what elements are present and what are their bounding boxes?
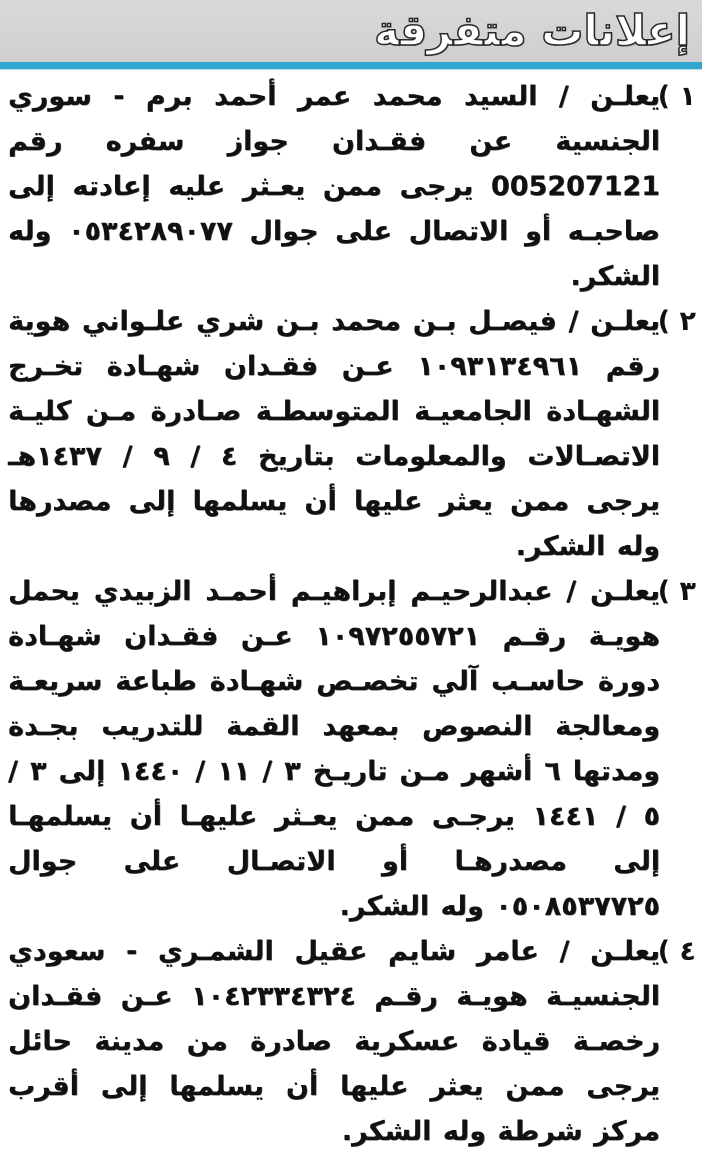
section-title: إعلانات متفرقة: [374, 6, 690, 55]
ad-item-3: [8, 569, 696, 929]
header-divider: [0, 62, 702, 70]
ad-number: ٤ ): [657, 936, 696, 967]
ad-number: ٢ ): [657, 306, 696, 337]
ad-item-1: [8, 74, 696, 299]
ad-text: يعلـن / عامر شايم عقيل الشمـري - سعودي الجنسيـة هويـة رقـم ١٠٤٢٣٣٤٣٢٤ عـن فقـدان رخصـة قيادة عسكرية صادرة من مدينة حائل يرجى ممن يعثر عليها أن يسلمها إلى أقرب مركز شرطة وله الشكر.: [8, 936, 660, 1147]
classified-ads-list: [8, 74, 696, 1154]
ad-number: ٣ ): [657, 576, 696, 607]
ad-text: يعلـن / السيد محمد عمر أحمد برم - سوري الجنسية عن فقـدان جواز سفره رقم 005207121 يرجى ممن يعـثر عليه إعادته إلى صاحبـه أو الاتصال على جوال ٠٥٣٤٢٨٩٠٧٧ وله الشكر.: [8, 81, 660, 292]
ad-item-4: [8, 929, 696, 1154]
ad-number: ١ ): [657, 81, 696, 112]
ad-item-2: [8, 299, 696, 569]
ad-text: يعلـن / عبدالرحيـم إبراهيـم أحمـد الزبيدي يحمل هويـة رقـم ١٠٩٧٢٥٥٧٢١ عـن فقـدان شهـادة دورة حاسـب آلي تخصـص شهـادة طباعة سريعـة ومعالجة النصوص بمعهد القمة للتدريب بجـدة ومدتها ٦ أشهر مـن تاريـخ ٣ / ١١ / ١٤٤٠ إلى ٣ / ٥ / ١٤٤١ يرجـى ممن يعـثر عليهـا أن يسلمهـا إلى مصدرهـا أو الاتصـال على جوال ٠٥٠٨٥٣٧٧٢٥ وله الشكر.: [8, 576, 660, 922]
section-header: [0, 0, 702, 62]
ad-text: يعلـن / فيصـل بـن محمد بـن شري علـواني هوية رقم ١٠٩٣١٣٤٩٦١ عـن فقـدان شهـادة تخـرج الشهـادة الجامعيـة المتوسطـة صـادرة مـن كليـة الاتصـالات والمعلومات بتاريخ ٤ / ٩ / ١٤٣٧هـ يرجى ممن يعثر عليها أن يسلمها إلى مصدرها وله الشكر.: [8, 306, 660, 562]
